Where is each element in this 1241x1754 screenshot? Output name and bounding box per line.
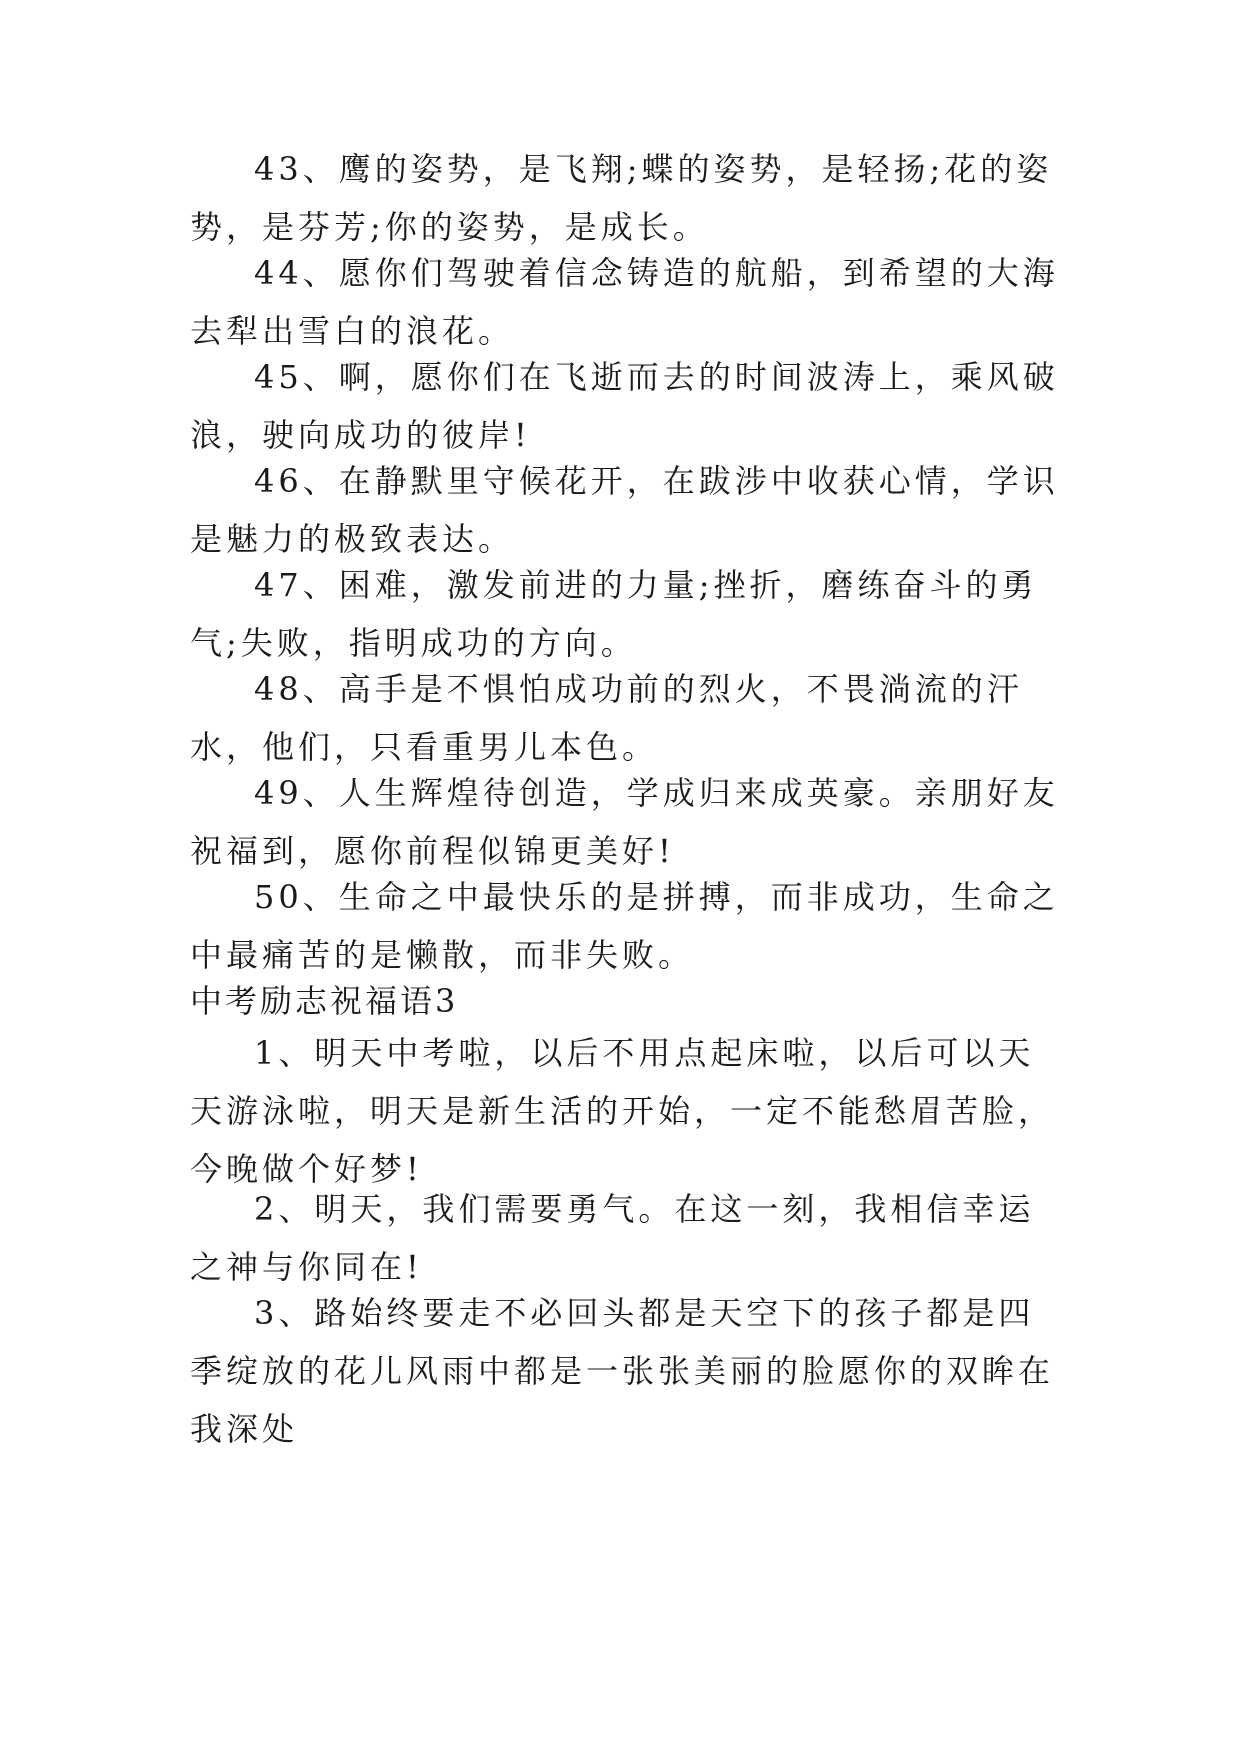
paragraph-45: 45、啊，愿你们在飞逝而去的时间波涛上，乘风破浪，驶向成功的彼岸! [190,358,1059,454]
paragraph-3: 3、路始终要走不必回头都是天空下的孩子都是四季绽放的花儿风雨中都是一张张美丽的脸愿你的双眸在我深处 [190,1294,1055,1448]
paragraph-43: 43、鹰的姿势，是飞翔;蝶的姿势，是轻扬;花的姿势，是芬芳;你的姿势，是成长。 [190,150,1053,246]
paragraph-49: 49、人生辉煌待创造，学成归来成英豪。亲朋好友祝福到，愿你前程似锦更美好! [190,774,1059,870]
paragraph-47: 47、困难，激发前进的力量;挫折，磨练奋斗的勇气;失败，指明成功的方向。 [190,566,1038,662]
paragraph-46: 46、在静默里守候花开，在跋涉中收获心情，学识是魅力的极致表达。 [190,462,1059,558]
paragraph-50: 50、生命之中最快乐的是拼搏，而非成功，生命之中最痛苦的是懒散，而非失败。 [190,878,1059,974]
paragraph-2: 2、明天，我们需要勇气。在这一刻，我相信幸运之神与你同在! [190,1190,1035,1286]
paragraph-44: 44、愿你们驾驶着信念铸造的航船，到希望的大海去犁出雪白的浪花。 [190,254,1059,350]
section-heading: 中考励志祝福语3 [190,982,459,1020]
paragraph-48: 48、高手是不惧怕成功前的烈火，不畏淌流的汗水，他们，只看重男儿本色。 [190,670,1023,766]
paragraph-1: 1、明天中考啦，以后不用点起床啦，以后可以天天游泳啦，明天是新生活的开始，一定不能愁眉苦脸，今晚做个好梦! [190,1034,1055,1188]
